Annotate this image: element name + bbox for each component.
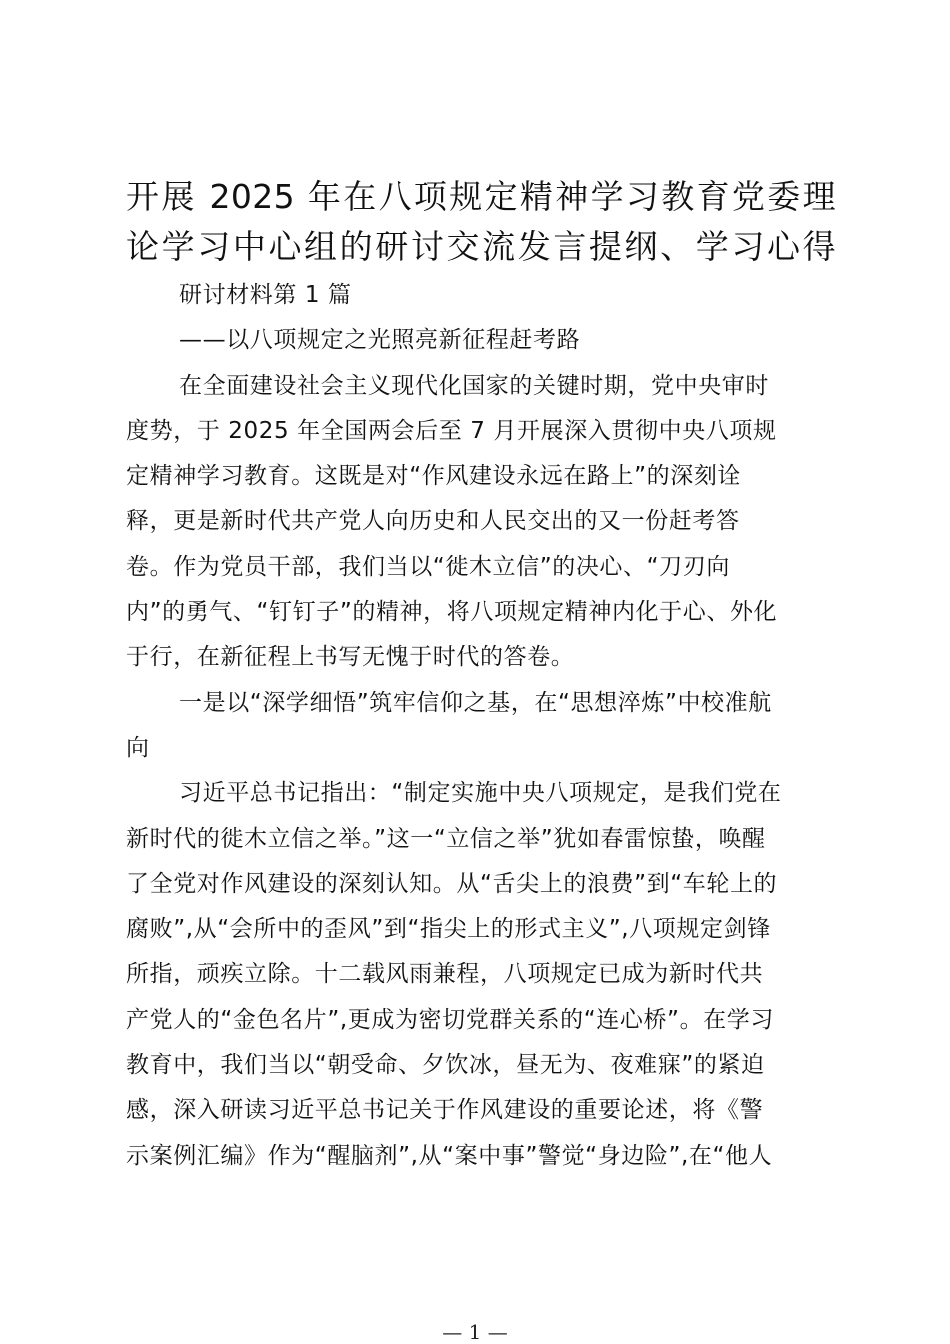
paragraph-line: 感，深入研读习近平总书记关于作风建设的重要论述，将《警 — [126, 1097, 764, 1124]
document-body — [126, 273, 830, 1179]
intro-line: 度势，于 2025 年全国两会后至 7 月开展深入贯彻中央八项规 — [126, 417, 777, 444]
paragraph-line: 示案例汇编》作为“醒脑剂”,从“案中事”警觉“身边险”,在“他人 — [126, 1142, 773, 1169]
paragraph-line: 教育中，我们当以“朝受命、夕饮冰，昼无为、夜难寐”的紧迫 — [126, 1052, 765, 1079]
title-line: 开展 2025 年在八项规定精神学习教育党委理 — [126, 177, 836, 216]
page-number: — 1 — — [442, 1320, 508, 1344]
document-title — [126, 172, 836, 272]
subtitle: ——以八项规定之光照亮新征程赶考路 — [179, 327, 581, 354]
intro-line: 释，更是新时代共产党人向历史和人民交出的又一份赶考答 — [126, 508, 740, 535]
intro-line: 卷。作为党员干部，我们当以“徙木立信”的决心、“刀刃向 — [126, 553, 730, 580]
paragraph-line: 腐败”,从“会所中的歪风”到“指尖上的形式主义”,八项规定剑锋 — [126, 916, 771, 943]
paragraph-line: 新时代的徙木立信之举。”这一“立信之举”犹如春雷惊蛰，唤醒 — [126, 825, 766, 852]
section-heading-line: 向 — [126, 734, 150, 761]
title-line: 论学习中心组的研讨交流发言提纲、学习心得 — [126, 227, 836, 266]
intro-line: 在全面建设社会主义现代化国家的关键时期，党中央审时 — [179, 372, 769, 399]
paragraph-line: 所指，顽疾立除。十二载风雨兼程，八项规定已成为新时代共 — [126, 961, 764, 988]
intro-line: 定精神学习教育。这既是对“作风建设永远在路上”的深刻诠 — [126, 463, 742, 490]
section-heading-line: 一是以“深学细悟”筑牢信仰之基，在“思想淬炼”中校准航 — [179, 689, 772, 716]
paragraph-line: 产党人的“金色名片”,更成为密切党群关系的“连心桥”。在学习 — [126, 1006, 774, 1033]
paragraph-line: 习近平总书记指出：“制定实施中央八项规定，是我们党在 — [179, 780, 782, 807]
section-label: 研讨材料第 1 篇 — [179, 282, 352, 308]
intro-line: 内”的勇气、“钉钉子”的精神，将八项规定精神内化于心、外化 — [126, 599, 778, 626]
intro-line: 于行，在新征程上书写无愧于时代的答卷。 — [126, 644, 575, 671]
paragraph-line: 了全党对作风建设的深刻认知。从“舌尖上的浪费”到“车轮上的 — [126, 870, 778, 897]
